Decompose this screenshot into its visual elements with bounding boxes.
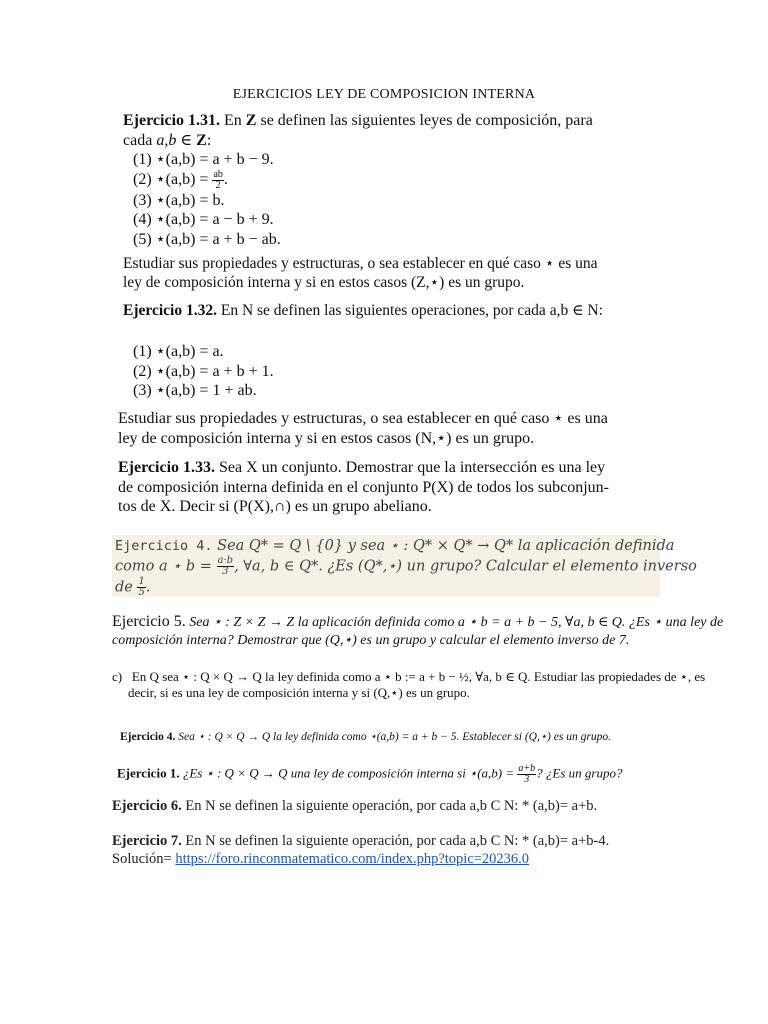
list-item: (5) ⋆(a,b) = a + b − ab.	[133, 230, 281, 248]
item-prefix: c)	[112, 669, 123, 684]
fraction: $\frac{1}{5}$	[138, 575, 145, 598]
exercise-4-scan: Ejercicio 4. Sea Q* = Q \ {0} y sea ⋆ : Q* × Q* → Q* la aplicación definida como a ⋆ b = $\frac{a\cdot b}{3}$ , ∀a, b ∈ Q*. ¿Es (Q*,⋆) un grupo? Calcular el elemento inverso de $\frac{1}{5}$ .	[112, 535, 660, 597]
exercise-1-32-items	[123, 342, 274, 401]
solution-link[interactable]: https://foro.rinconmatematico.com/index.php?topic=20236.0	[175, 850, 530, 867]
exercise-label: Ejercicio 6.	[112, 798, 182, 814]
exercise-1: Ejercicio 1. ¿Es ⋆ : Q × Q → Q una ley de composición interna si ⋆(a,b) = $\frac{a+b}{3}$ ? ¿Es un grupo?	[117, 763, 623, 785]
exercise-4-second: Ejercicio 4. Sea ⋆ : Q × Q → Q la ley definida como ⋆(a,b) = a + b − 5. Establecer si (Q,⋆) es un grupo.	[120, 731, 611, 743]
fraction: $\frac{a\cdot b}{3}$	[217, 554, 234, 577]
exercise-1-31: Ejercicio 1.31. En Z se definen las siguientes leyes de composición, para cada a,b ∈ Z: (1) ⋆(a,b) = a + b − 9. (2) ⋆(a,b) = $\frac{ab}{2}$ . (3) ⋆(a,b) = b. (4) ⋆(a,b) = a − b + 9. (5) ⋆(a,b) = a + b − ab.	[123, 112, 593, 248]
exercise-label: Ejercicio 4.	[120, 731, 176, 743]
list-item: (3) ⋆(a,b) = 1 + ab.	[133, 382, 257, 400]
exercise-1-32-study: Estudiar sus propiedades y estructuras, o sea establecer en qué caso ⋆ es una ley de composición interna y si en estos casos (N,⋆) es un grupo.	[118, 410, 608, 447]
exercise-1-31-intro: Ejercicio 1.31. En Z se definen las siguientes leyes de composición, para	[123, 112, 593, 129]
fraction: $\frac{a+b}{3}$	[518, 763, 536, 785]
list-item: (1) ⋆(a,b) = a.	[133, 343, 224, 360]
solution-label: Solución=	[112, 850, 176, 867]
document-title: EJERCICIOS LEY DE COMPOSICION INTERNA	[232, 87, 536, 102]
list-item: (2) ⋆(a,b) = $\frac{ab}{2}$ .	[133, 168, 228, 191]
exercise-label: Ejercicio 7.	[112, 833, 182, 849]
exercise-5: Ejercicio 5. Sea ⋆ : Z × Z → Z la aplicación definida como a ⋆ b = a + b − 5, ∀a, b ∈ Q. ¿Es ⋆ una ley de composición interna? Demostrar que (Q,⋆) es un grupo y calcular el elemento inverso de 7.	[112, 613, 724, 648]
list-item: (4) ⋆(a,b) = a − b + 9.	[133, 211, 274, 229]
exercise-label: Ejercicio 1.	[117, 765, 180, 781]
exercise-label: Ejercicio 1.33.	[118, 459, 216, 476]
exercise-1-31-study: Estudiar sus propiedades y estructuras, o sea establecer en qué caso ⋆ es una ley de composición interna y si en estos casos (Z,⋆) es un grupo.	[123, 255, 598, 291]
exercise-label: Ejercicio 5.	[112, 613, 186, 630]
exercise-7: Ejercicio 7. En N se definen la siguiente operación, por cada a,b C N: * (a,b)= a+b-4. Solución= https://foro.rinconmatematico.com/index.php?topic=20236.0	[112, 833, 610, 867]
exercise-label: Ejercicio 4.	[115, 538, 213, 554]
exercise-1-33: Ejercicio 1.33. Sea X un conjunto. Demostrar que la intersección es una ley de composición interna definida en el conjunto P(X) de todos los subconjun- tos de X. Decir si (P(X),∩) es un grupo abeliano.	[118, 459, 610, 516]
list-item: (1) ⋆(a,b) = a + b − 9.	[133, 151, 274, 169]
exercise-label: Ejercicio 1.31.	[123, 112, 221, 129]
exercise-c: c) En Q sea ⋆ : Q × Q → Q la ley definida como a ⋆ b := a + b − ½, ∀a, b ∈ Q. Estudiar las propiedades de ⋆, es decir, si es una ley de composición interna y si (Q,⋆) es un grupo.	[112, 669, 706, 700]
list-item: (2) ⋆(a,b) = a + b + 1.	[133, 362, 274, 380]
exercise-1-32-intro: Ejercicio 1.32. En N se definen las siguientes operaciones, por cada a,b ∈ N:	[123, 302, 603, 319]
exercise-6: Ejercicio 6. En N se definen la siguiente operación, por cada a,b C N: * (a,b)= a+b.	[112, 798, 598, 814]
exercise-label: Ejercicio 1.32.	[123, 302, 217, 319]
list-item: (3) ⋆(a,b) = b.	[133, 191, 225, 209]
fraction: $\frac{ab}{2}$	[213, 168, 223, 191]
